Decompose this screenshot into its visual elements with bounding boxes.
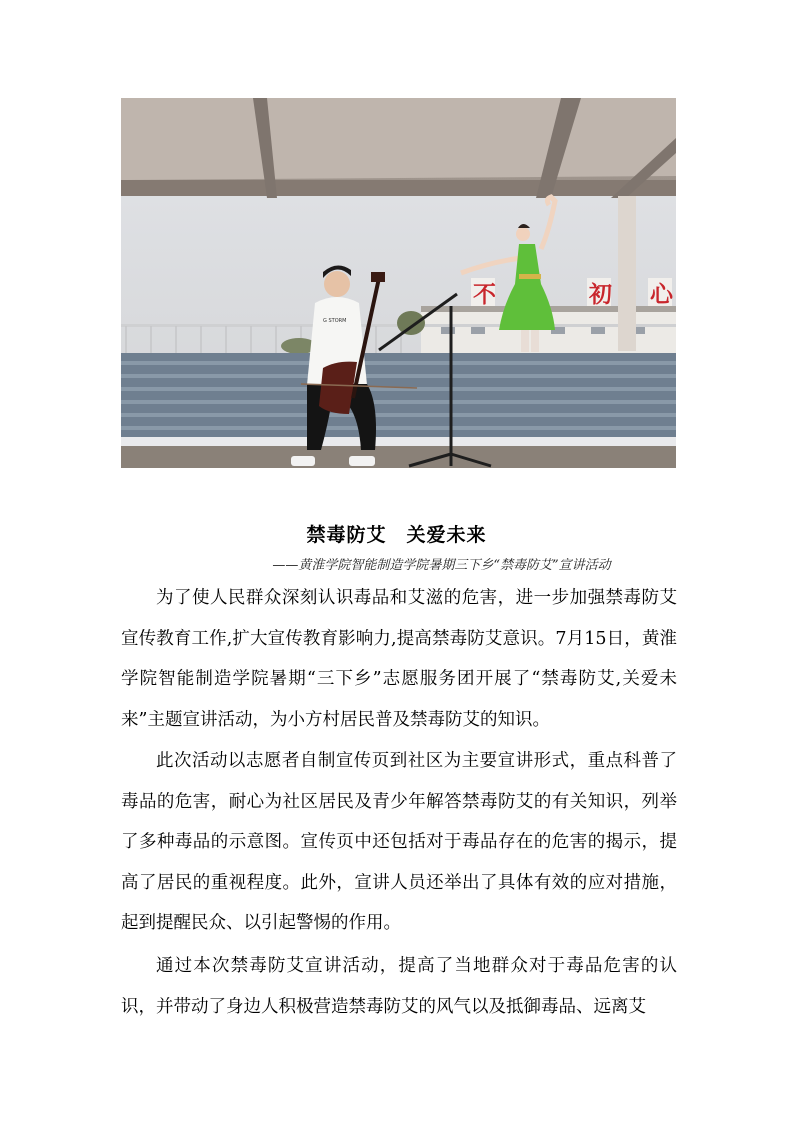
banner-char-1: 不 — [473, 282, 496, 308]
event-photo — [121, 98, 676, 468]
banner-char-3: 心 — [650, 282, 673, 308]
article-subtitle: ——黄淮学院智能制造学院暑期三下乡“禁毒防艾”宣讲活动 — [272, 558, 611, 573]
paragraph-1: 为了使人民群众深刻认识毒品和艾滋的危害，进一步加强禁毒防艾宣传教育工作,扩大宣传教育影响力,提高禁毒防艾意识。7月15日，黄淮学院智能制造学院暑期“三下乡”志愿服务团开展了“禁毒防艾,关爱未来”主题宣讲活动，为小方村居民普及禁毒防艾的知识。 — [121, 588, 677, 730]
banner-char-2: 初 — [589, 282, 612, 308]
shirt-print: G STORM — [323, 318, 347, 324]
article-title: 禁毒防艾 关爱未来 — [306, 524, 487, 546]
paragraph-2: 此次活动以志愿者自制宣传页到社区为主要宣讲形式，重点科普了毒品的危害，耐心为社区居民及青少年解答禁毒防艾的有关知识，列举了多种毒品的示意图。宣传页中还包括对于毒品存在的危害的揭示，提高了居民的重视程度。此外，宣讲人员还举出了具体有效的应对措施，起到提醒民众、以引起警惕的作用。 — [121, 751, 677, 933]
paragraph-3: 通过本次禁毒防艾宣讲活动，提高了当地群众对于毒品危害的认识，并带动了身边人积极营造禁毒防艾的风气以及抵御毒品、远离艾 — [121, 956, 677, 1017]
